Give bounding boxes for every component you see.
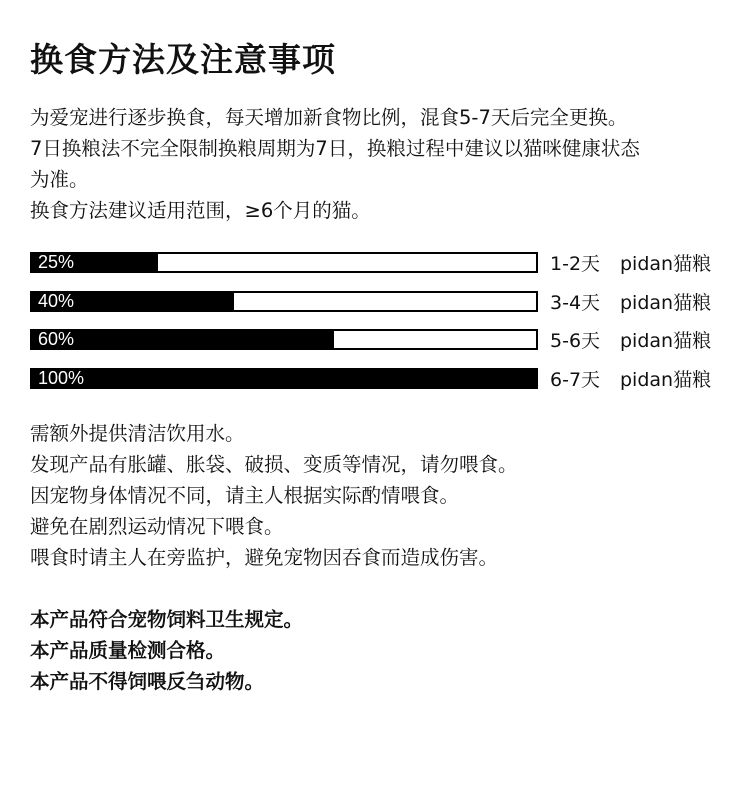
progress-bar-fill [32, 331, 334, 348]
food-label: pidan猫粮 [620, 291, 712, 314]
compliance-line: 本产品质量检测合格。 [30, 639, 226, 662]
note-line: 喂食时请主人在旁监护，避免宠物因吞食而造成伤害。 [30, 546, 499, 569]
food-label: pidan猫粮 [620, 330, 712, 352]
progress-bar-track [30, 252, 538, 273]
percent-label: 40% [38, 290, 75, 311]
note-line: 需额外提供清洁饮用水。 [30, 422, 245, 445]
progress-bar-track [30, 329, 538, 350]
transition-bar-row [30, 327, 711, 352]
percent-label: 25% [38, 252, 75, 272]
intro-paragraph [30, 102, 640, 226]
food-label: pidan猫粮 [620, 368, 712, 391]
days-label: 5-6天 [550, 330, 601, 352]
transition-bar-chart [30, 250, 711, 404]
transition-bar-row [30, 289, 711, 314]
intro-line: 7日换粮法不完全限制换粮周期为7日，换粮过程中建议以猫咪健康状态 [30, 137, 640, 160]
intro-line: 为准。 [30, 168, 89, 191]
days-label: 3-4天 [550, 291, 601, 314]
progress-bar-fill [32, 367, 536, 388]
page-title: 换食方法及注意事项 [30, 40, 336, 79]
food-label: pidan猫粮 [620, 253, 712, 275]
percent-label: 60% [38, 329, 75, 349]
compliance-line: 本产品符合宠物饲料卫生规定。 [30, 608, 304, 631]
notes-paragraph [30, 418, 518, 573]
note-line: 发现产品有胀罐、胀袋、破损、变质等情况，请勿喂食。 [30, 453, 518, 476]
note-line: 避免在剧烈运动情况下喂食。 [30, 515, 284, 538]
transition-bar-row [30, 366, 711, 391]
percent-label: 100% [38, 367, 85, 388]
intro-line: 为爱宠进行逐步换食，每天增加新食物比例，混食5-7天后完全更换。 [30, 106, 628, 129]
transition-bar-row [30, 250, 711, 275]
compliance-statements [30, 604, 303, 697]
note-line: 因宠物身体情况不同，请主人根据实际酌情喂食。 [30, 484, 460, 507]
days-label: 6-7天 [550, 368, 601, 391]
compliance-line: 本产品不得饲喂反刍动物。 [30, 670, 265, 693]
progress-bar-track [30, 291, 538, 312]
days-label: 1-2天 [550, 253, 601, 275]
progress-bar-track [30, 368, 538, 389]
intro-line: 换食方法建议适用范围，≥6个月的猫。 [30, 199, 371, 222]
